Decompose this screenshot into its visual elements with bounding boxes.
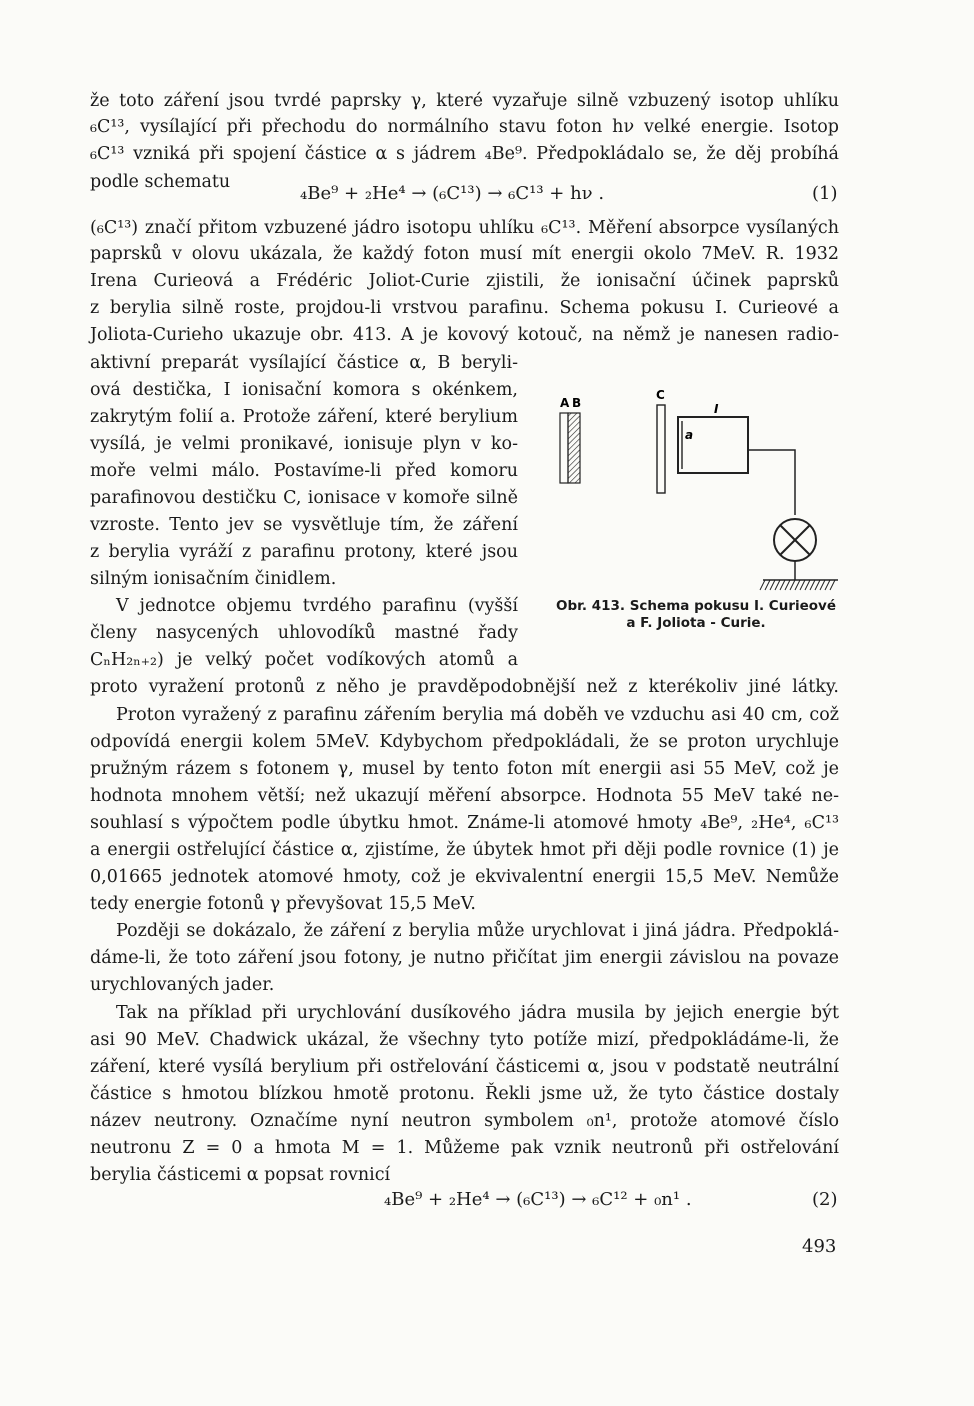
text-line: záření, které vysílá berylium při ostřelování částicemi α, jsou v podstatě neutrální — [90, 1057, 839, 1077]
figure-413 — [548, 385, 848, 600]
text-line: z berylia silně roste, projdou-li vrstvou parafinu. Schema pokusu I. Curieové a — [90, 298, 839, 318]
text-line: (₆C¹³) značí přitom vzbuzené jádro isotopu uhlíku ₆C¹³. Měření absorpce vysílaných — [90, 218, 839, 238]
figure-caption: Obr. 413. Schema pokusu I. Curieové — [556, 598, 836, 614]
text-line: ová destička, I ionisační komora s okénkem, — [90, 380, 518, 400]
text-line: členy nasycených uhlovodíků mastné řady — [90, 623, 518, 643]
text-line: moře velmi málo. Postavíme-li před komoru — [90, 461, 518, 481]
plate-a — [560, 413, 568, 483]
text-line: vysílá, je velmi pronikavé, ionisuje plyn v ko- — [90, 434, 518, 454]
ionisation-chamber — [678, 417, 748, 473]
text-line: částice s hmotou blízkou hmotě protonu. Řekli jsme už, že tyto částice dostaly — [90, 1084, 839, 1104]
equation-1-number: (1) — [812, 183, 838, 204]
text-line: dáme-li, že toto záření jsou fotony, je nutno přičítat jim energii závislou na povaze — [90, 948, 839, 968]
experiment-diagram — [548, 385, 848, 600]
text-line: pružným rázem s fotonem γ, musel by tento foton mít energii asi 55 MeV, což je — [90, 759, 839, 779]
text-line: Později se dokázalo, že záření z berylia může urychlovat i jiná jádra. Předpoklá- — [116, 921, 839, 941]
text-line: podle schematu — [90, 172, 231, 192]
label-foil: a — [685, 428, 694, 442]
text-line: berylia částicemi α popsat rovnicí — [90, 1165, 391, 1185]
text-line: a energii ostřelující částice α, zjistíme, že úbytek hmot při ději podle rovnice (1) je — [90, 840, 839, 860]
label-i: I — [714, 402, 719, 416]
label-c: C — [656, 388, 665, 402]
text-line: souhlasí s výpočtem podle úbytku hmot. Známe-li atomové hmoty ₄Be⁹, ₂He⁴, ₆C¹³ — [90, 813, 839, 833]
text-line: Proton vyražený z parafinu zářením berylia má doběh ve vzduchu asi 40 cm, což — [116, 705, 839, 725]
text-line: hodnota mnohem větší; než ukazují měření absorpce. Hodnota 55 MeV také ne- — [90, 786, 839, 806]
text-line: Tak na příklad při urychlování dusíkového jádra musila by jejich energie být — [116, 1003, 839, 1023]
text-line: paprsků v olovu ukázala, že každý foton musí mít energii okolo 7MeV. R. 1932 — [90, 244, 839, 264]
label-b: B — [572, 396, 582, 410]
text-line: 0,01665 jednotek atomové hmoty, což je ekvivalentní energii 15,5 MeV. Nemůže — [90, 867, 839, 887]
text-line: asi 90 MeV. Chadwick ukázal, že všechny tyto potíže mizí, předpokládáme-li, že — [90, 1030, 839, 1050]
text-line: z berylia vyráží z parafinu protony, které jsou — [90, 542, 518, 562]
text-line: CₙH₂ₙ₊₂) je velký počet vodíkových atomů a — [90, 650, 518, 670]
text-line: neutronu Z = 0 a hmota M = 1. Můžeme pak vznik neutronů při ostřelování — [90, 1138, 839, 1158]
page-number: 493 — [802, 1236, 837, 1257]
text-line: ₆C¹³, vysílající při přechodu do normálního stavu foton hν velké energie. Isotop — [90, 117, 839, 137]
text-line: že toto záření jsou tvrdé paprsky γ, které vyzařuje silně vzbuzený isotop uhlíku — [90, 91, 839, 111]
text-line: tedy energie fotonů γ převyšovat 15,5 MeV. — [90, 894, 476, 914]
text-line: Joliota-Curieho ukazuje obr. 413. A je kovový kotouč, na němž je nanesen radio- — [90, 325, 839, 345]
text-line: vzroste. Tento jev se vysvětluje tím, že záření — [90, 515, 518, 535]
text-line: název neutrony. Označíme nyní neutron symbolem ₀n¹, protože atomové číslo — [90, 1111, 839, 1131]
text-line: silným ionisačním činidlem. — [90, 569, 337, 589]
text-line: V jednotce objemu tvrdého parafinu (vyšší — [116, 596, 518, 616]
equation-2: ₄Be⁹ + ₂He⁴ → (₆C¹³) → ₆C¹² + ₀n¹ . — [384, 1189, 692, 1210]
equation-1: ₄Be⁹ + ₂He⁴ → (₆C¹³) → ₆C¹³ + hν . — [300, 183, 605, 204]
equation-2-number: (2) — [812, 1189, 838, 1210]
text-line: urychlovaných jader. — [90, 975, 275, 995]
text-line: proto vyražení protonů z něho je pravděpodobnější než z kterékoliv jiné látky. — [90, 677, 839, 697]
wire — [748, 450, 795, 515]
text-line: Irena Curieová a Frédéric Joliot-Curie zjistili, že ionisační účinek paprsků — [90, 271, 839, 291]
figure-caption: a F. Joliota - Curie. — [626, 615, 766, 631]
text-line: ₆C¹³ vzniká při spojení částice α s jádrem ₄Be⁹. Předpokládalo se, že děj probíhá — [90, 144, 839, 164]
text-line: odpovídá energii kolem 5MeV. Kdybychom předpokládali, že se proton urychluje — [90, 732, 839, 752]
text-line: aktivní preparát vysílající částice α, B beryli- — [90, 353, 518, 373]
label-a: A — [560, 396, 570, 410]
text-line: zakrytým folií a. Protože záření, které berylium — [90, 407, 518, 427]
paraffin-plate — [657, 405, 665, 493]
beryllium-plate — [568, 413, 580, 483]
text-line: parafinovou destičku C, ionisace v komoře silně — [90, 488, 518, 508]
